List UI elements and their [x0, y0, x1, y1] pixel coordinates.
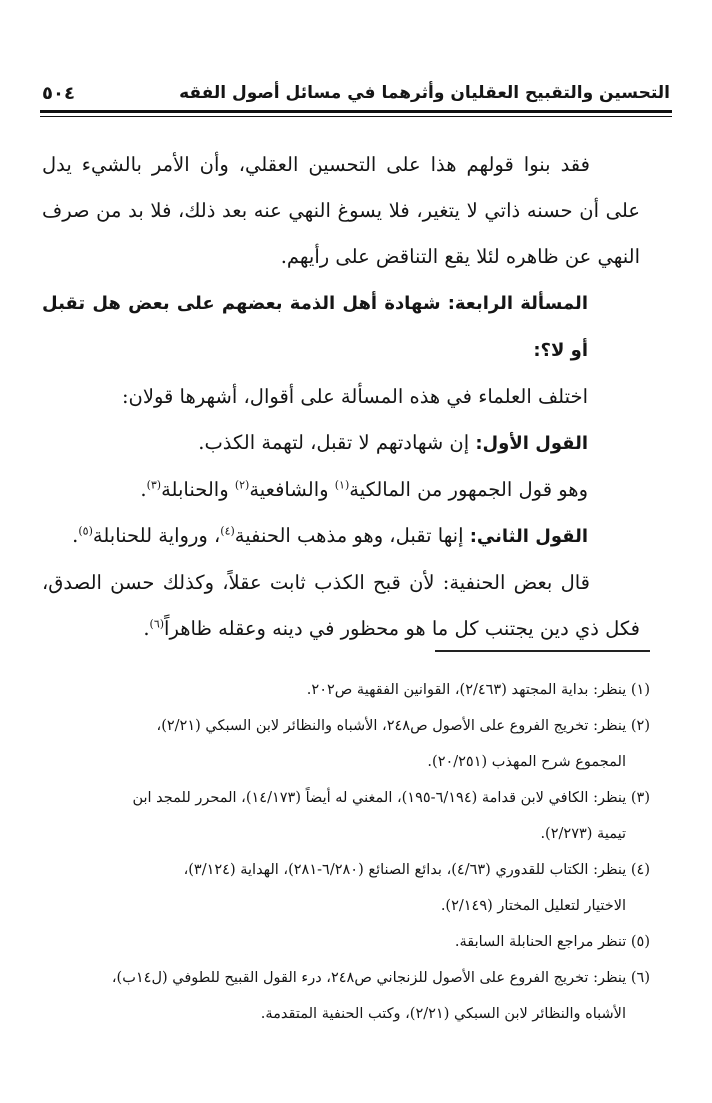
- footnote-2: [46, 708, 650, 780]
- second-opinion-end: .: [72, 524, 79, 547]
- second-opinion-text-a: إنها تقبل، وهو مذهب الحنفية: [234, 524, 464, 547]
- footnote-ref-3[interactable]: (٣): [146, 478, 162, 492]
- running-header: [42, 80, 670, 106]
- paragraph-3-end: .: [143, 617, 150, 640]
- footnote-6-line2: الأشباه والنظائر لابن السبكي (٢/٢١)، وكتب الحنفية المتقدمة.: [260, 1006, 626, 1022]
- header-rule-thick: [40, 110, 672, 113]
- footnote-1-line1: (١) ينظر: بداية المجتهد (٢/٤٦٣)، القوانين الفقهية ص٢٠٢.: [306, 682, 650, 698]
- footnote-2-line1: (٢) ينظر: تخريج الفروع على الأصول ص٢٤٨، الأشباه والنظائر لابن السبكي (٢/٢١)،: [156, 718, 650, 734]
- issue-title: شهادة أهل الذمة بعضهم على بعض هل تقبل أو لا؟:: [42, 293, 588, 361]
- footnote-6-line1: (٦) ينظر: تخريج الفروع على الأصول للزنجاني ص٢٤٨، درء القول القبيح للطوفي (ل١٤ب)،: [111, 970, 650, 986]
- support-part-c: والحنابلة: [161, 478, 235, 501]
- footnote-ref-6[interactable]: (٦): [149, 617, 165, 631]
- footnote-5-line1: (٥) تنظر مراجع الحنابلة السابقة.: [454, 934, 650, 950]
- header-title: التحسين والتقبيح العقليان وأثرهما في مسائل أصول الفقه: [179, 83, 670, 103]
- header-rule-thin: [40, 116, 672, 117]
- first-opinion-support: [42, 467, 588, 513]
- footnote-ref-2[interactable]: (٢): [234, 478, 250, 492]
- footnote-3-line2: تيمية (٢/٢٧٣).: [540, 826, 626, 842]
- second-opinion-text-b: ، ورواية للحنابلة: [92, 524, 221, 547]
- support-part-b: والشافعية: [249, 478, 335, 501]
- footnote-4-line2: الاختيار لتعليل المختار (٢/١٤٩).: [440, 898, 626, 914]
- footnote-1: [46, 672, 650, 708]
- footnote-3: [46, 780, 650, 852]
- footnote-ref-4[interactable]: (٤): [220, 524, 235, 538]
- second-opinion-label: القول الثاني:: [469, 526, 588, 547]
- footnote-ref-1[interactable]: (١): [334, 478, 350, 492]
- paragraph-3: [42, 560, 640, 652]
- footnote-ref-5[interactable]: (٥): [78, 524, 93, 538]
- paragraph-2: اختلف العلماء في هذه المسألة على أقوال، أشهرها قولان:: [121, 385, 588, 408]
- footnote-3-line1: (٣) ينظر: الكافي لابن قدامة (٦/١٩٤-١٩٥)، المغني له أيضاً (١٤/١٧٣)، المحرر للمجد ابن: [132, 790, 650, 806]
- support-end: .: [140, 478, 147, 501]
- footnote-4-line1: (٤) ينظر: الكتاب للقدوري (٤/٦٣)، بدائع الصنائع (٦/٢٨٠-٢٨١)، الهداية (٣/١٢٤)،: [183, 862, 650, 878]
- footnote-separator: [435, 650, 650, 652]
- footnote-6: [46, 960, 650, 1032]
- first-opinion: [42, 420, 588, 467]
- page-number: ٥٠٤: [42, 82, 75, 104]
- issue-label: المسألة الرابعة:: [447, 293, 588, 314]
- paragraph-1: فقد بنوا قولهم هذا على التحسين العقلي، وأن الأمر بالشيء يدل على أن حسنه ذاتي لا يتغير، فلا يسوغ النهي عنه بعد ذلك، فلا بد من صرف النهي عن ظاهره لئلا يقع التناقض على رأيهم.: [42, 153, 640, 268]
- paragraph-3-text: قال بعض الحنفية: لأن قبح الكذب ثابت عقلاً، وكذلك حسن الصدق، فكل ذي دين يجتنب كل ما هو محظور في دينه وعقله ظاهراً: [42, 571, 640, 640]
- support-part-a: وهو قول الجمهور من المالكية: [349, 478, 588, 501]
- second-opinion: [42, 513, 588, 560]
- footnotes: [46, 672, 650, 1032]
- first-opinion-label: القول الأول:: [475, 433, 588, 454]
- footnote-5: [46, 924, 650, 960]
- footnote-2-line2: المجموع شرح المهذب (٢٠/٢٥١).: [427, 754, 626, 770]
- main-text: [42, 142, 640, 652]
- footnote-4: [46, 852, 650, 924]
- issue-heading: [42, 280, 588, 374]
- first-opinion-text: إن شهادتهم لا تقبل، لتهمة الكذب.: [198, 431, 470, 454]
